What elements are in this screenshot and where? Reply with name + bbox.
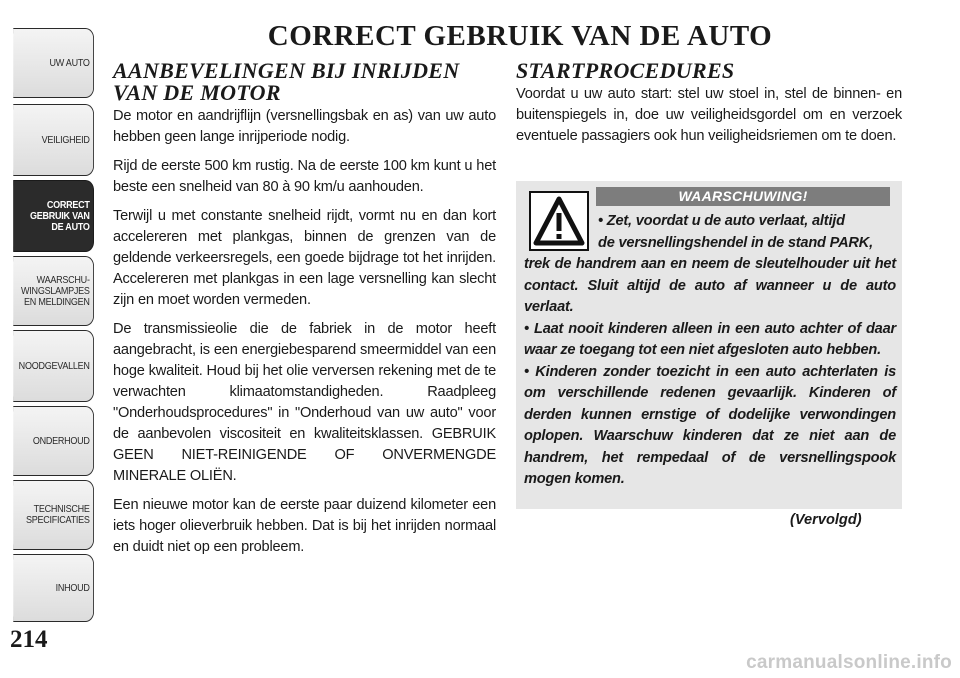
tab-technische-specificaties[interactable] — [13, 480, 94, 550]
page-number: 214 — [10, 626, 48, 653]
right-column — [516, 60, 902, 155]
paragraph: Terwijl u met constante snelheid rijdt, vormt nu en dan kort accelereren met plankgas, binnen de grenzen van de geldende verkeersregels, een goede bijdrage tot het inrijden. Accelereren met plankgas in een lage versnelling kan slecht zijn en moet worden vermeden. — [113, 208, 496, 308]
watermark: carmanualsonline.info — [746, 652, 952, 673]
warning-line: de versnellingshendel in de stand PARK, — [598, 234, 873, 251]
paragraph: De motor en aandrijflijn (versnellingsbak en as) van uw auto hebben geen lange inrijperiode nodig. — [113, 108, 496, 145]
tab-waarschuwingslampjes[interactable] — [13, 256, 94, 326]
paragraph: Een nieuwe motor kan de eerste paar duizend kilometer een iets hoger olieverbruik hebben. Dat is bij het inrijden normaal en duidt niet op een probleem. — [113, 497, 496, 555]
tab-correct-gebruik-active[interactable] — [13, 180, 94, 252]
tab-label: UW AUTO — [49, 56, 90, 69]
tab-label: TECHNISCHE SPECIFICATIES — [25, 503, 90, 526]
warning-bullet: • Laat nooit kinderen alleen in een auto achter of daar waar ze toegang tot een niet afgesloten auto hebben. — [524, 320, 896, 358]
tab-noodgevallen[interactable] — [13, 330, 94, 402]
paragraph: Rijd de eerste 500 km rustig. Na de eerste 100 km kunt u het beste een snelheid van 80 à 90 km/u aanhouden. — [113, 158, 496, 195]
left-column — [113, 60, 496, 566]
tab-inhoud[interactable] — [13, 554, 94, 622]
section-heading-startprocedures: STARTPROCEDURES — [516, 58, 735, 83]
tab-label: ONDERHOUD — [32, 434, 90, 447]
heading-line: VAN DE MOTOR — [113, 80, 281, 105]
chapter-tabs — [0, 0, 100, 678]
section-heading-inrijden — [113, 60, 496, 104]
warning-line: • Zet, voordat u de auto verlaat, altijd — [598, 213, 845, 229]
page-title: CORRECT GEBRUIK VAN DE AUTO — [267, 20, 773, 52]
tab-veiligheid[interactable] — [13, 104, 94, 176]
warning-bullet: • Kinderen zonder toezicht in een auto achterlaten is om verschillende redenen gevaarlijk. Kinderen of derden kunnen ernstige of dodelijke verwondingen oplopen. Waarschuw kinderen dat ze niet aan de handrem, het rempedaal of de versnellingspook mogen komen. — [524, 363, 896, 487]
tab-label: CORRECT GEBRUIK VAN DE AUTO — [29, 198, 90, 233]
warning-box — [516, 181, 902, 509]
paragraph: De transmissieolie die de fabriek in de motor heeft aangebracht, is een energiebesparend smeermiddel van een hoge kwaliteit. Houd bij het olie verversen rekening met de te verwachten klimaatomstandigheden. Raadpleeg "Onderhoudsprocedures" in "Onderhoud van uw auto" voor de aanbevolen viscositeit en kwaliteitsklassen. GEBRUIK GEEN NIET-REINIGENDE OF ONVERMENGDE MINERALE OLIËN. — [113, 321, 496, 484]
paragraph: Voordat u uw auto start: stel uw stoel in, stel de binnen- en buitenspiegels in, doe uw veiligheidsgordel om en verzoek eventuele passagiers ook hun veiligheidsriemen om te doen. — [516, 86, 902, 144]
tab-label: NOODGEVALLEN — [18, 359, 90, 372]
tab-label: WAARSCHU- WINGSLAMPJES EN MELDINGEN — [21, 273, 90, 308]
tab-label: VEILIGHEID — [41, 133, 90, 146]
tab-onderhoud[interactable] — [13, 406, 94, 476]
warning-text — [524, 211, 896, 491]
warning-line: trek de handrem aan en neem de sleutelhouder uit het contact. Sluit altijd de auto af wanneer u de auto verlaat. — [524, 256, 896, 315]
heading-line: AANBEVELINGEN BIJ INRIJDEN — [113, 58, 460, 83]
warning-header: WAARSCHUWING! — [596, 187, 890, 206]
continued-label: (Vervolgd) — [790, 512, 862, 528]
tab-uw-auto[interactable] — [13, 28, 94, 98]
tab-label: INHOUD — [55, 581, 90, 594]
